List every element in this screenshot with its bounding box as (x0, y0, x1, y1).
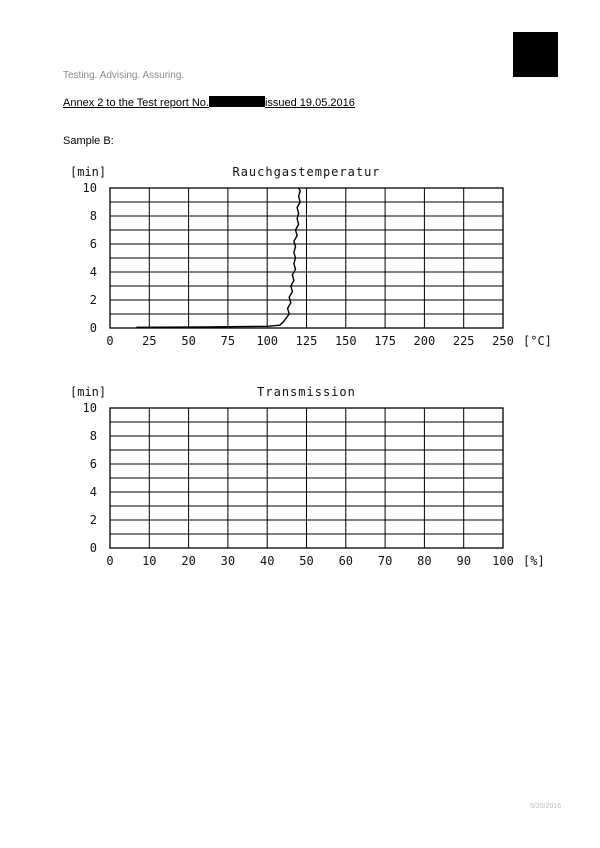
chart0-series-point (296, 207, 297, 208)
chart0-series-point (287, 308, 288, 309)
chart1-xtick-label: 80 (417, 554, 432, 568)
chart0-ytick-label: 10 (82, 181, 97, 195)
chart0-series-point (293, 241, 294, 242)
chart-transmission (0, 380, 600, 580)
chart0-xtick-label: 250 (492, 334, 514, 348)
chart0-ytick-label: 0 (89, 321, 97, 335)
chart0-xtick-label: 125 (295, 334, 318, 348)
chart0-series-point (267, 326, 268, 327)
chart0-xtick-label: 225 (452, 334, 475, 348)
chart1-y-label: [min] (70, 385, 107, 399)
chart1-xtick-label: 30 (220, 554, 236, 568)
chart1-ytick-label: 8 (89, 429, 97, 443)
chart0-series-point (296, 235, 297, 236)
chart0-series-point (295, 229, 296, 230)
chart1-xtick-label: 100 (492, 554, 514, 568)
chart1-xtick-label: 60 (338, 554, 354, 568)
chart0-series-point (279, 325, 280, 326)
chart0-series-point (292, 274, 293, 275)
chart0-xtick-label: 25 (142, 334, 157, 348)
annex-heading (63, 96, 355, 109)
chart0-series-point (292, 291, 293, 292)
chart1-xtick-label: 90 (456, 554, 471, 568)
chart0-ytick-label: 4 (89, 265, 97, 279)
chart0-series-point (293, 252, 294, 253)
chart0-series-point (300, 190, 301, 191)
chart1-ytick-label: 2 (89, 513, 97, 527)
chart1-ytick-label: 4 (89, 485, 97, 499)
chart0-ytick-label: 8 (89, 209, 97, 223)
chart-rauchgastemperatur (0, 160, 600, 360)
chart0-xtick-label: 100 (256, 334, 279, 348)
chart1-ytick-label: 6 (89, 457, 97, 471)
chart0-series-point (289, 313, 290, 314)
chart0-xtick-label: 175 (374, 334, 396, 348)
chart0-series-point (290, 302, 291, 303)
chart1-xtick-label: 50 (299, 554, 314, 568)
chart0-series-point (290, 285, 291, 286)
chart0-series-point (295, 269, 296, 270)
chart1-xtick-label: 20 (181, 554, 196, 568)
annex-suffix: issued 19.05.2016 (264, 97, 355, 109)
chart0-series-point (300, 201, 301, 202)
annex-prefix: Annex 2 to the Test report No. (63, 97, 209, 109)
chart0-series-point (298, 187, 299, 188)
chart0-series-point (289, 297, 290, 298)
tagline: Testing. Advising. Assuring. (63, 70, 185, 81)
logo-block (513, 32, 558, 77)
chart1-xtick-label: 10 (142, 554, 157, 568)
chart0-title: Rauchgastemperatur (232, 165, 381, 179)
sample-label: Sample B: (63, 135, 114, 147)
chart0-xtick-label: 0 (106, 334, 114, 348)
chart0-ytick-label: 6 (89, 237, 97, 251)
chart1-ytick-label: 10 (82, 401, 97, 415)
chart0-x-unit: [°C] (523, 334, 552, 348)
chart0-xtick-label: 50 (181, 334, 196, 348)
chart0-series-point (296, 218, 297, 219)
chart0-xtick-label: 150 (334, 334, 357, 348)
chart0-ytick-label: 2 (89, 293, 97, 307)
chart1-title: Transmission (257, 385, 356, 399)
chart0-y-label: [min] (70, 165, 107, 179)
chart0-series-point (295, 257, 296, 258)
chart0-series-point (293, 280, 294, 281)
chart1-xtick-label: 0 (106, 554, 114, 568)
chart0-series-point (293, 263, 294, 264)
chart0-series-point (298, 213, 299, 214)
redacted-report-number (209, 96, 265, 107)
footer-date: 5/20/2016 (530, 803, 562, 810)
chart0-xtick-label: 75 (220, 334, 236, 348)
chart0-series-point (204, 326, 205, 327)
chart1-ytick-label: 0 (89, 541, 97, 555)
chart0-series-point (282, 322, 283, 323)
chart0-series-point (298, 196, 299, 197)
chart0-series-point (295, 246, 296, 247)
chart1-x-unit: [%] (523, 554, 545, 568)
chart0-series-point (136, 327, 137, 328)
chart1-xtick-label: 40 (259, 554, 275, 568)
chart0-xtick-label: 200 (413, 334, 436, 348)
chart1-xtick-label: 70 (377, 554, 393, 568)
chart0-series-point (298, 224, 299, 225)
chart0-series-point (285, 318, 286, 319)
